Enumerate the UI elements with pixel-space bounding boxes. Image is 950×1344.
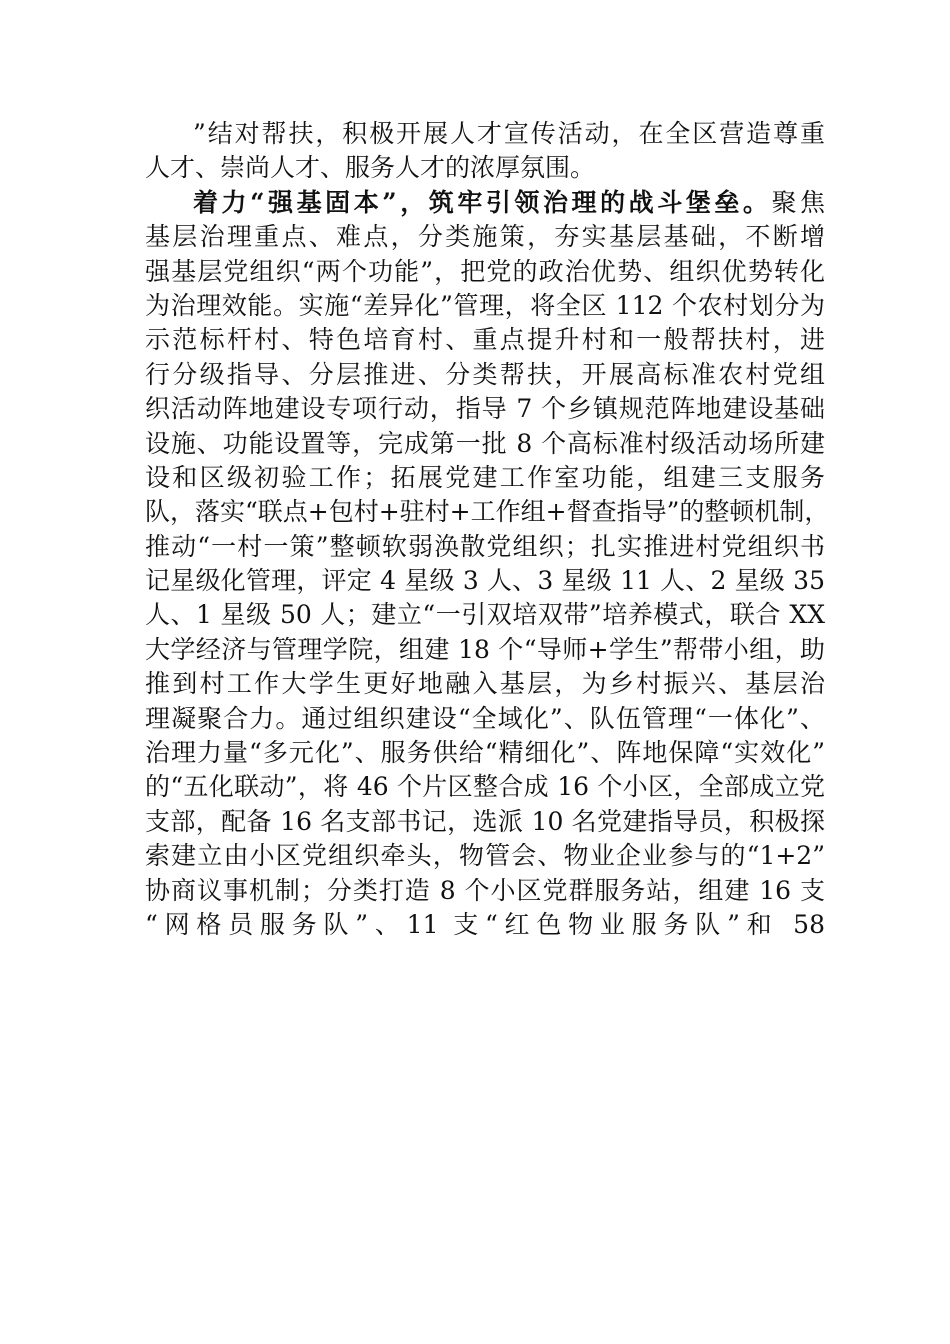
text-line: 记星级化管理，评定 4 星级 3 人、3 星级 11 人、2 星级 35 [145, 566, 825, 596]
text-line: 人、1 星级 50 人；建立“一引双培双带”培养模式，联合 XX [145, 600, 825, 630]
text-line: ”结对帮扶，积极开展人才宣传活动，在全区营造尊重 [193, 119, 825, 148]
text-line: 设和区级初验工作；拓展党建工作室功能，组建三支服务 [145, 462, 825, 492]
text-line: 行分级指导、分层推进、分类帮扶，开展高标准农村党组 [145, 359, 825, 389]
text-line: 大学经济与管理学院，组建 18 个“导师+学生”帮带小组，助 [145, 634, 825, 664]
text-line: 治理力量“多元化”、服务供给“精细化”、阵地保障“实效化” [145, 738, 825, 768]
text-line: 示范标杆村、特色培育村、重点提升村和一般帮扶村，进 [145, 325, 825, 355]
text-line: 设施、功能设置等，完成第一批 8 个高标准村级活动场所建 [145, 428, 825, 458]
body-text [145, 117, 830, 977]
text-line: 为治理效能。实施“差异化”管理，将全区 112 个农村划分为 [145, 290, 825, 320]
text-line: 协商议事机制；分类打造 8 个小区党群服务站，组建 16 支 [145, 875, 825, 905]
text-line: 织活动阵地建设专项行动，指导 7 个乡镇规范阵地建设基础 [145, 394, 825, 424]
text-line: 推到村工作大学生更好地融入基层，为乡村振兴、基层治 [145, 669, 825, 699]
text-line: 基层治理重点、难点，分类施策，夯实基层基础，不断增 [145, 222, 825, 252]
text-line: 人才、崇尚人才、服务人才的浓厚氛围。 [145, 153, 596, 183]
text-line: 理凝聚合力。通过组织建设“全域化”、队伍管理“一体化”、 [145, 703, 825, 733]
text-line: 推动“一村一策”整顿软弱涣散党组织；扎实推进村党组织书 [145, 531, 825, 561]
section-heading: 着力“强基固本”，筑牢引领治理的战斗堡垒。 [193, 187, 772, 217]
text-line: 索建立由小区党组织牵头，物管会、物业企业参与的“1+2” [145, 841, 825, 871]
text-line: 支部，配备 16 名支部书记，选派 10 名党建指导员，积极探 [145, 806, 825, 836]
text-line [145, 942, 825, 976]
heading-tail-text: 聚焦 [771, 187, 825, 217]
section-heading-line [145, 186, 825, 220]
text-line: 队，落实“联点+包村+驻村+工作组+督查指导”的整顿机制， [145, 497, 830, 527]
text-line: “网格员服务队”、11 支“红色物业服务队”和 58 [145, 909, 825, 939]
text-line: 强基层党组织“两个功能”，把党的政治优势、组织优势转化 [145, 256, 825, 286]
text-line: 的“五化联动”，将 46 个片区整合成 16 个小区，全部成立党 [145, 772, 825, 802]
